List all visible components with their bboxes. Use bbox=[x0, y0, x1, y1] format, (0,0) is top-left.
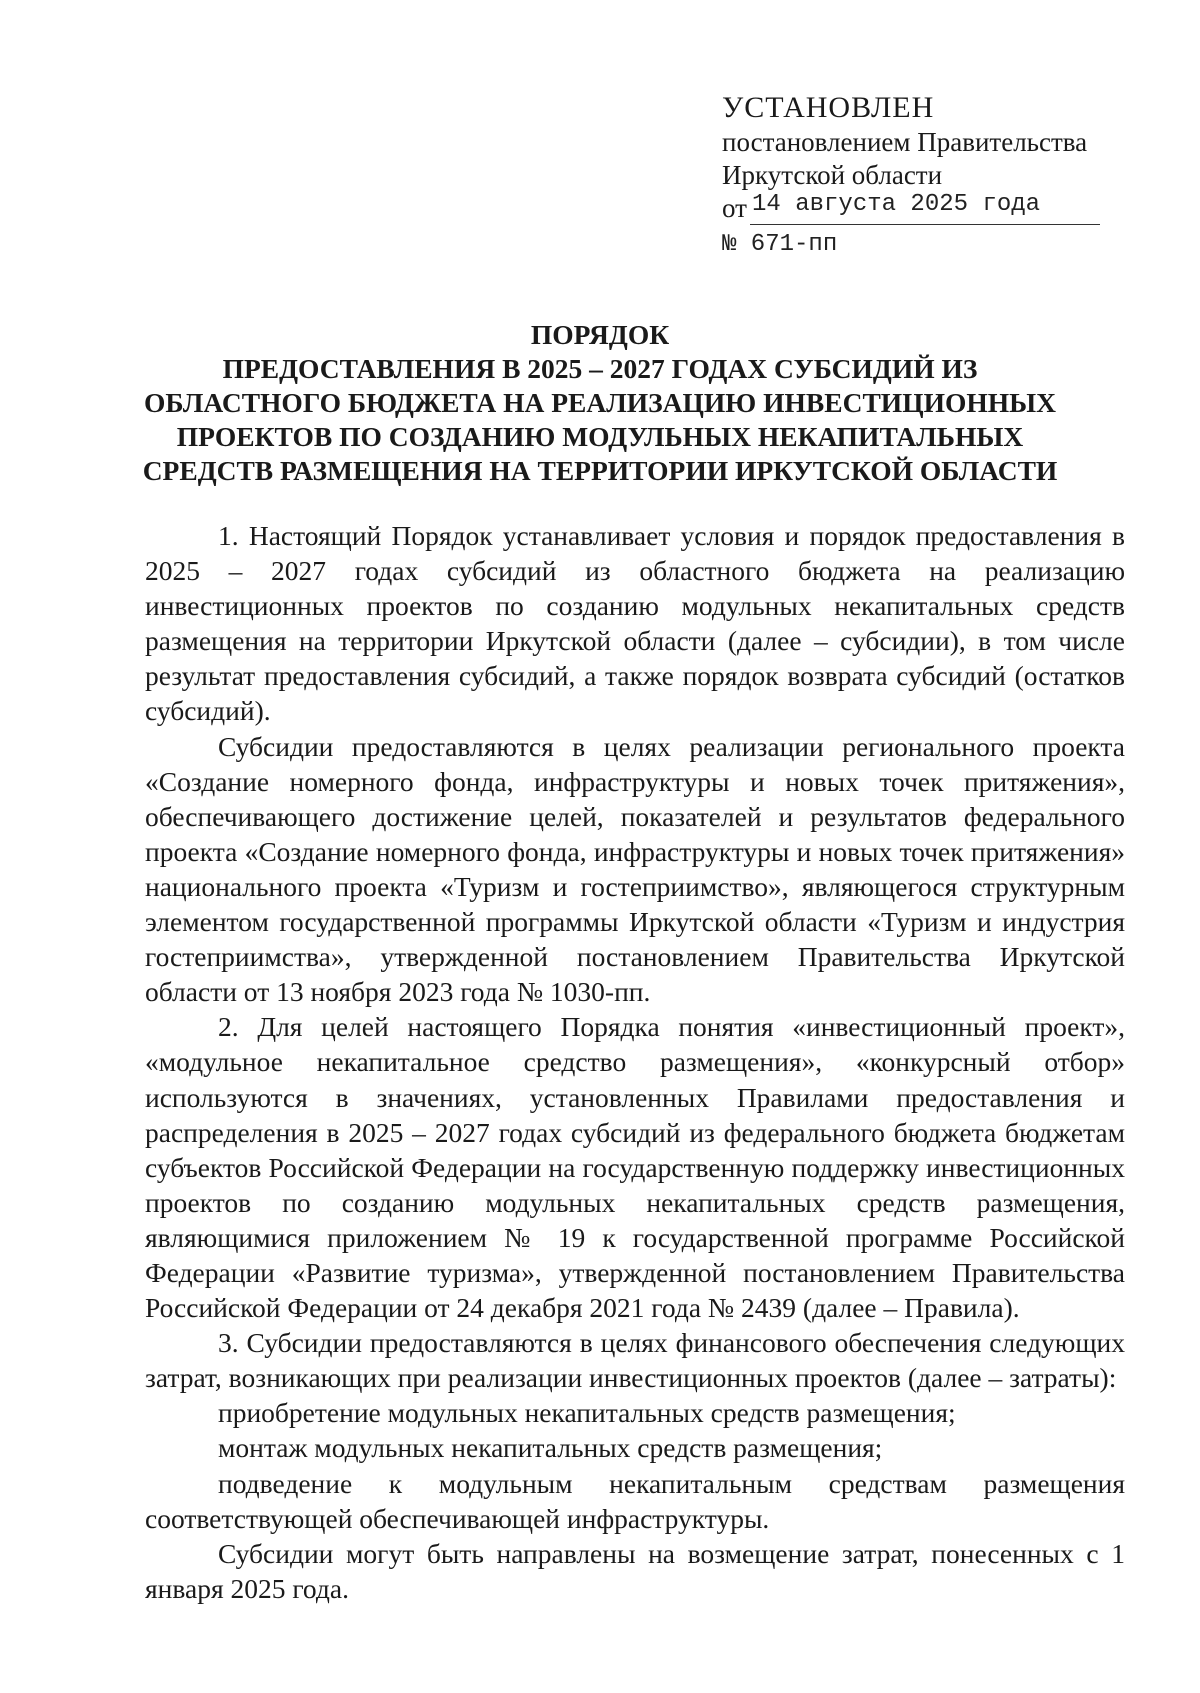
approval-date-underline bbox=[750, 224, 1100, 225]
title-line-1: ПОРЯДОК bbox=[530, 319, 670, 350]
approval-heading: УСТАНОВЛЕН bbox=[722, 91, 935, 124]
paragraph-3: 2. Для целей настоящего Порядка понятия «инвестиционный проект», «модульное некапитальное средство размещения», «конкурсный отбор» используются в значениях, установленных Правилами предоставления и распределения в 2025 – 2027 годах субсидий из федерального бюджета бюджетам субъектов Российской Федерации на государственную поддержку инвестиционных проектов по созданию модульных некапитальных средств размещения, являющимися приложением № 19 к государственной программе Российской Федерации «Развитие туризма», утвержденной постановлением Правительства Российской Федерации от 24 декабря 2021 года № 2439 (далее – Правила). bbox=[145, 1011, 1125, 1324]
document-body bbox=[145, 518, 1125, 1606]
paragraph-4: 3. Субсидии предоставляются в целях финансового обеспечения следующих затрат, возникающих при реализации инвестиционных проектов (далее – затраты): bbox=[145, 1327, 1125, 1394]
list-item-installation: монтаж модульных некапитальных средств размещения; bbox=[218, 1432, 883, 1464]
approval-date-value: 14 августа 2025 года bbox=[752, 191, 1041, 218]
list-item-purchase: приобретение модульных некапитальных средств размещения; bbox=[218, 1397, 956, 1429]
approval-line-2: Иркутской области bbox=[722, 160, 943, 190]
approval-date-row bbox=[722, 192, 1102, 226]
approval-stamp bbox=[722, 90, 1102, 261]
approval-line-1: постановлением Правительства bbox=[722, 127, 1088, 157]
approval-number: № 671-пп bbox=[722, 231, 838, 258]
paragraph-2: Субсидии предоставляются в целях реализации регионального проекта «Создание номерного фонда, инфраструктуры и новых точек притяжения», обеспечивающего достижение целей, показателей и результатов федерального проекта «Создание номерного фонда, инфраструктуры и новых точек притяжения» национального проекта «Туризм и гостеприимство», являющегося структурным элементом государственной программы Иркутской области «Туризм и индустрия гостеприимства», утвержденной постановлением Правительства Иркутской области от 13 ноября 2023 года № 1030-пп. bbox=[145, 730, 1125, 1008]
title-line-2: ПРЕДОСТАВЛЕНИЯ В 2025 – 2027 ГОДАХ СУБСИДИЙ ИЗ bbox=[222, 353, 978, 384]
title-line-3: ОБЛАСТНОГО БЮДЖЕТА НА РЕАЛИЗАЦИЮ ИНВЕСТИЦИОННЫХ bbox=[143, 387, 1057, 418]
list-item-infrastructure: подведение к модульным некапитальным средствам размещения соответствующей обеспечивающей инфраструктуры. bbox=[145, 1467, 1125, 1534]
title-line-4: ПРОЕКТОВ ПО СОЗДАНИЮ МОДУЛЬНЫХ НЕКАПИТАЛЬНЫХ bbox=[176, 421, 1024, 452]
paragraph-1: 1. Настоящий Порядок устанавливает условия и порядок предоставления в 2025 – 2027 годах субсидий из областного бюджета на реализацию инвестиционных проектов по созданию модульных некапитальных средств размещения на территории Иркутской области (далее – субсидии), в том числе результат предоставления субсидий, а также порядок возврата субсидий (остатков субсидий). bbox=[145, 520, 1125, 727]
approval-date-prefix: от bbox=[722, 193, 747, 223]
document-title bbox=[140, 318, 1060, 488]
title-line-5: СРЕДСТВ РАЗМЕЩЕНИЯ НА ТЕРРИТОРИИ ИРКУТСКОЙ ОБЛАСТИ bbox=[142, 455, 1058, 486]
paragraph-5: Субсидии могут быть направлены на возмещение затрат, понесенных с 1 января 2025 года. bbox=[145, 1537, 1125, 1604]
